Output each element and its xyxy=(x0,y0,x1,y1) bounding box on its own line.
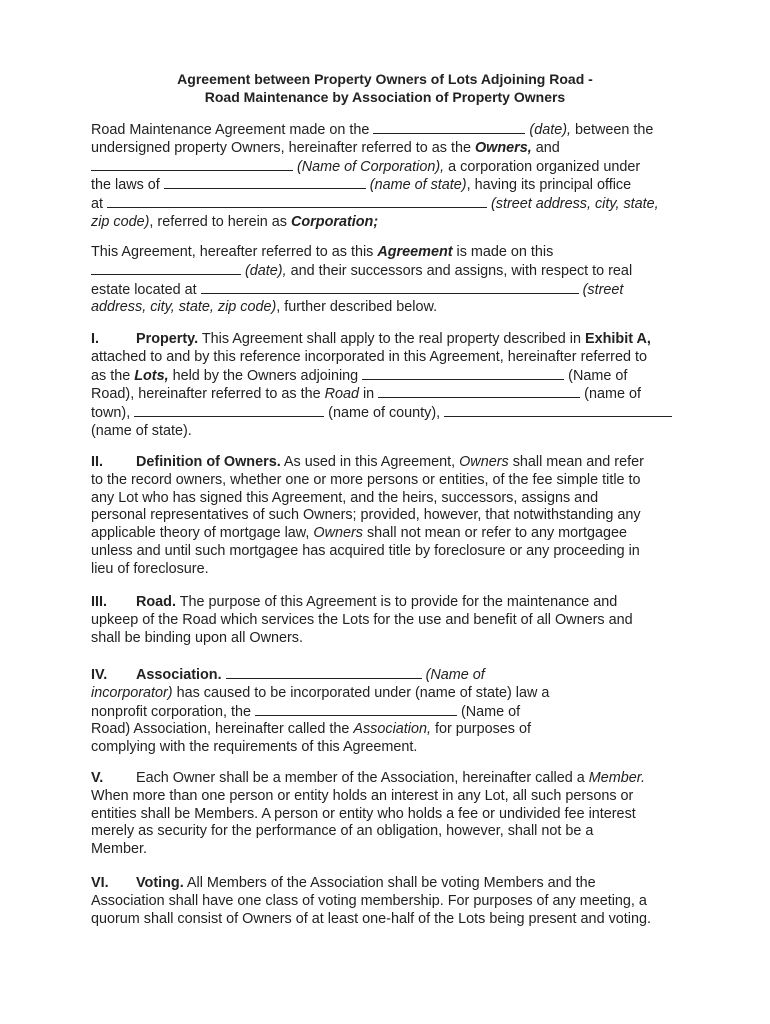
section-membership: V. Each Owner shall be a member of the Association, hereinafter called a Member. When more than one person or entity holds an interest in any Lot, all such persons or entities shall be Members. A person or entity who holds a fee or undivided fee interest merely as security for the performance of an obligation, however, shall not be a Member. xyxy=(91,770,645,858)
section-number: V. xyxy=(91,770,104,786)
section-number: VI. xyxy=(91,875,109,891)
section-number: I. xyxy=(91,331,99,347)
corporation-name-blank[interactable] xyxy=(91,158,293,171)
town-blank[interactable] xyxy=(378,385,580,398)
document-title xyxy=(0,70,770,106)
section-heading: Definition of Owners. xyxy=(136,454,281,470)
section-heading: Association. xyxy=(136,667,222,683)
road-name-blank[interactable] xyxy=(362,367,564,380)
section-number: II. xyxy=(91,454,103,470)
office-address-blank[interactable] xyxy=(107,195,487,208)
association-road-name-blank[interactable] xyxy=(255,703,457,716)
section-heading: Property. xyxy=(136,331,199,347)
county-blank[interactable] xyxy=(134,404,324,417)
title-line-1: Agreement between Property Owners of Lots Adjoining Road - xyxy=(177,71,593,87)
agreement-date-blank[interactable] xyxy=(91,262,241,275)
date-blank[interactable] xyxy=(373,121,525,134)
section-number: IV. xyxy=(91,667,108,683)
section-voting: VI. Voting. All Members of the Association shall be voting Members and the Association shall have one class of voting membership. For purposes of any meeting, a quorum shall consist of Owners of at least one-half of the Lots being present and voting. xyxy=(91,875,651,927)
section-heading: Road. xyxy=(136,594,176,610)
section-heading: Voting. xyxy=(136,875,184,891)
section-association: IV. Association. (Name of incorporator) has caused to be incorporated under (name of state) law a nonprofit corporation, the (Name of Road) Association, hereinafter called the Association, for purposes of complying with the requirements of this Agreement. xyxy=(91,667,550,756)
title-line-2: Road Maintenance by Association of Property Owners xyxy=(204,89,566,105)
incorporator-name-blank[interactable] xyxy=(226,666,422,679)
state-name-blank[interactable] xyxy=(444,404,672,417)
intro-paragraph: Road Maintenance Agreement made on the (date), between the undersigned property Owners, hereinafter referred to as the Owners, and (Name of Corporation), a corporation organized under the laws of (name of state), having its principal office at (street address, city, state, zip code), referred to herein as Corporation; xyxy=(91,122,659,230)
agreement-paragraph: This Agreement, hereafter referred to as this Agreement is made on this (date), and their successors and assigns, with respect to real estate located at (street address, city, state, zip code), further described below. xyxy=(91,244,633,316)
section-number: III. xyxy=(91,594,107,610)
section-property: I. Property. This Agreement shall apply to the real property described in Exhibit A, attached to and by this reference incorporated in this Agreement, hereinafter referred to as the Lots, held by the Owners adjoining (Name of Road), hereinafter referred to as the Road in (name of town), (name of county), (name of state). xyxy=(91,331,691,441)
estate-address-blank[interactable] xyxy=(201,281,579,294)
section-definition-of-owners: II. Definition of Owners. As used in this Agreement, Owners shall mean and refer to the record owners, whether one or more persons or entities, of the fee simple title to any Lot who has signed this Agreement, and the heirs, successors, assigns and personal representatives of such Owners; provided, however, that notwithstanding any applicable theory of mortgage law, Owners shall not mean or refer to any mortgagee unless and until such mortgagee has acquired title by foreclosure or any proceeding in lieu of foreclosure. xyxy=(91,454,644,577)
section-road: III. Road. The purpose of this Agreement is to provide for the maintenance and upkeep of the Road which services the Lots for the use and benefit of all Owners and shall be binding upon all Owners. xyxy=(91,594,633,646)
state-blank[interactable] xyxy=(164,176,366,189)
